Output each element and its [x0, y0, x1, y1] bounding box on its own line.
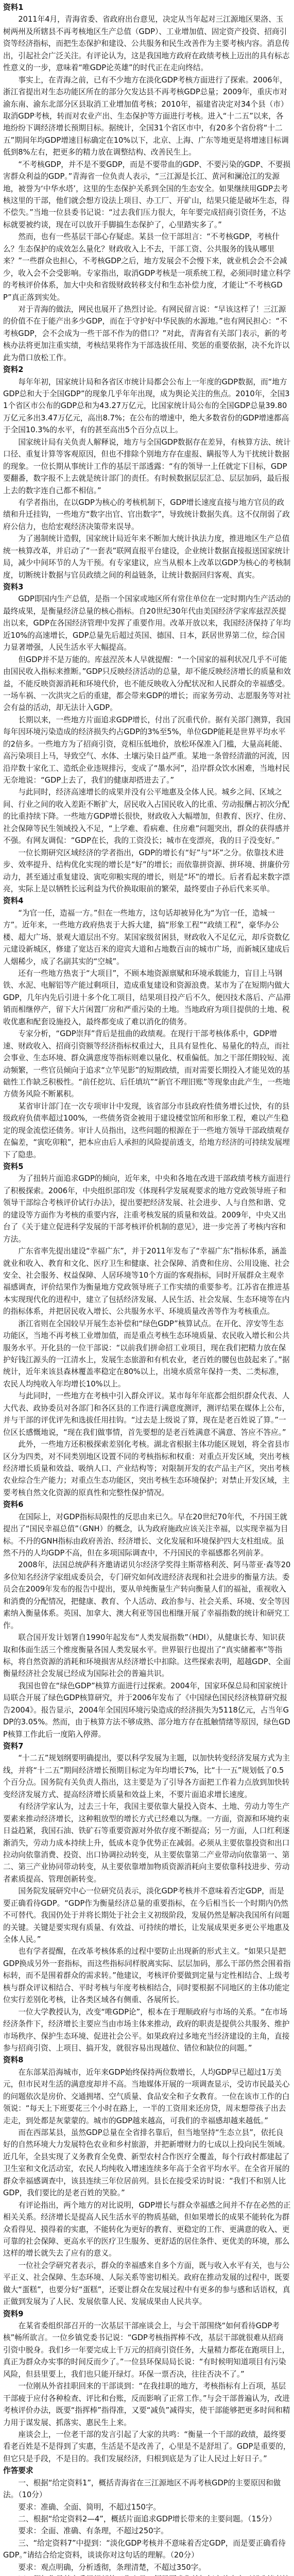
material-label: 资料9 — [3, 2309, 24, 2318]
material-label: 资料5 — [3, 1162, 24, 1171]
material-paragraph: 与此同时，一些地方在考核中引入群众评议。某市每年年底都会组织群众代表、人大代表、政协委员对各部门和各区县的工作进行满意度测评，测评结果在媒体上公布，并与干部的评优评先和选拔任用挂钩。“过去是上级说了算，现在是老百姓说了算。”一位区长感慨地说，“现在我们做事情，首先要想的是老百姓满意不满意、答应不答应。” — [3, 1392, 290, 1437]
material-paragraph: 联合国开发计划署自1990年起发布“人类发展指数”（HDI），从健康长寿、知识获取和体面生活三个维度衡量各国人类发展水平。世界银行也提出了“真实储蓄率”等指标，将自然资源的消耗和环境损害从经济增长中扣除。这些探索表明，超越GDP、全面衡量经济社会发展已经成为国际社会的普遍共识。 — [3, 1633, 291, 1679]
material-paragraph: 我国也曾在“绿色GDP”核算方面进行过探索。2004年，国家环保总局和国家统计局联合开展了绿色GDP核算研究，并于2006年发布了《中国绿色国民经济核算研究报告2004》。报告显示，2004年全国因环境污染造成的经济损失为5118亿元，占当年GDP的3.05%。然而，由于核算方法不够成熟、部分地方存在抵触情绪等原因，绿色GDP核算工作此后一度陷入停滞。 — [3, 1681, 290, 1739]
material-paragraph: 还有一些地方热衷于“大项目”，不顾本地资源禀赋和环境承载能力，盲目上马钢铁、水泥、电解铝等产能过剩项目，造成重复建设和资源浪费。某市为了在短期内做大GDP，几年内先后引进十多个化工项目，结果项目投产后不久，便因技术落后、产品滞销而相继停产，留下大片闲置厂房和严重污染的土地。当地政府为项目提供的土地、税收优惠和配套设施投入，最终都变成了难以消化的债务。 — [3, 969, 291, 1026]
material-paragraph: 与此同时，经济高速增长的成果并没有公平地惠及全体人民。城乡之间、区域之间、行业之间的收入差距不断扩大，居民收入占国民收入的比重、劳动报酬占初次分配的比重持续下降。一些地方GDP增长很快，财政收入大幅增加，但教育、医疗、住房、社会保障等民生领域投入不足，“上学难、看病难、住房难”问题突出，群众的获得感并不强。有网友调侃：“GDP在长，我的工资没长；城市在变漂亮，我的日子没变好。” — [3, 788, 291, 845]
material-paragraph: GDP即国内生产总值，是指一个国家或地区所有常住单位在一定时期内生产活动的最终成果，是衡量经济总量的核心指标。自20世纪30年代由美国经济学家库兹涅茨提出以来，GDP在各国经济管理中发挥了重要作用。改革开放以来，我国经济保持了年均近10%的高速增长，GDP总量先后超过英国、德国、日本，跃居世界第二位，综合国力显著增强，人民生活水平大幅提高。 — [3, 595, 291, 652]
material-paragraph: 国家统计局有关负责人解释说，地方与全国GDP数据存在差异，有核算方法、统计口径、重复计算等客观原因，但也不排除个别地方存在虚报、瞒报等人为干扰统计数据的现象。一位长期从事统计工作的基层干部透露：“有的领导一上任就定下目标，GDP要翻番，数字报不上去就是统计部门的责任。有时候数据层层汇总、层层加码，最后报上去的数字连自己都不相信。” — [3, 437, 291, 495]
material-paragraph: 专家分析，“GDP崇拜”背后是扭曲的政绩观。在现行干部考核体系中，GDP增速、财政收入、招商引资额等经济指标权重过大，且具有显性化、易量化的特点，而社会事业、生态环境、群众满意度等指标则难以量化、权重偏低。加之干部任期较短、流动频繁，一些官员倾向于追求“立竿见影”的短期政绩，而对需要长期投入才能见效的基础性工作缺乏积极性。“前任挖坑、后任填坑”“新官不理旧账”等现象由此产生，一些地方债务风险不断累积。 — [3, 1029, 290, 1099]
question-requirement: 要求：准确、全面、简明，不超过150字。 — [18, 2502, 161, 2512]
material-paragraph: 此外，一些地方还积极探索差别化考核。湖北省根据主体功能区规划，将全省县市区分为四类，对不同类别地区设置不同的考核指标和权重：对重点开发区域，突出考核经济增长质量和效益、吸纳人口、产业结构等；对限制开发的农产品主产区，突出考核农业综合生产能力；对重点生态功能区，突出考核生态环境保护；对禁止开发区域，主要考核自然文化资源的原真性和完整性保护情况。 — [3, 1440, 290, 1497]
material-paragraph: 为了扭转片面追求GDP的倾向，近年来，中央和各地在改进干部政绩考核方面进行了积极探索。2006年，中央组织部印发《体现科学发展观要求的地方党政领导班子和领导干部综合考核评价试行办法》，提出要把经济发展、社会进步、人与自然和谐、党的建设等方面作为考核的重要内容，注重考核发展的质量和效益。2009年，中央又出台了《关于建立促进科学发展的干部考核评价机制的意见》，进一步完善了考核内容和方法。 — [3, 1174, 291, 1244]
material-paragraph: 对于青海的做法，网民也展开了热烈讨论。有网民留言说：“早该这样了！三江源的价值不在于能产出多少GDP，而在于守护好中华民族的水源地。”也有网民担心：“不考核GDP，会不会成为一些干部不作为的借口？”对此，青海省有关部门表示，新的考核办法将更加注重实绩，考核结果将作为干部选拔任用、奖惩的重要依据，决不允许以此为借口放松工作。 — [3, 304, 290, 362]
material-paragraph: 长期以来，一些地方片面追求GDP增长，付出了沉重代价。据有关部门测算，我国每年因环境污染造成的经济损失约占GDP的3%至5%，单位GDP能耗是世界平均水平的2倍多。一些地方为了招商引资，竞相压低地价，放松环保准入门槛，大量高耗能、高污染项目上马，导致空气、水体、土壤污染日益严重。某地一条曾经清澈的河流，因沿岸数十家化工、造纸企业违规排污，变成了“墨水河”，沿岸群众饮水困难，当地村民无奈地说：“GDP上去了，我们的健康却搭进去了。” — [3, 715, 291, 785]
material-paragraph: 广东省率先提出建设“幸福广东”，并于2011年发布了“幸福广东”指标体系，涵盖就业和收入、教育和文化、医疗卫生和健康、社会保障、消费和住房、公用设施、社会安全、社会服务、权益保障、人居环境等10个方面的客观指标，同时开展群众主观幸福感调查，评价结果作为衡量地方党政领导班子工作实绩的重要参考。江苏省在推进基本实现现代化的进程中，建立了包括经济发展、人民生活、社会发展、生态环境等在内的指标体系，并把居民收入增长、公共服务水平、环境质量改善等作为考核重点。 — [3, 1247, 290, 1316]
material-paragraph: 一位大学教授认为，改变“唯GDP论”，根本在于理顺政府与市场的关系。“在市场经济条件下，经济增长主要应当由市场主体来推动，政府的职责是提供公共服务、维护市场秩序、保护生态环境、促进社会公平。如果政府过多地充当经济建设的主角，直接参与招商引资、上项目、搞开发，就很容易出现越位、错位和缺位的问题。” — [3, 2007, 290, 2053]
material-paragraph: 2008年，法国总统萨科齐邀请诺贝尔经济学奖得主斯蒂格利茨、阿马蒂亚·森等20多位知名经济学家组成委员会，专门研究如何改进经济表现和社会进步的衡量方法。委员会在2009年发布的报告中提出，要从单纯衡量生产转向衡量人们的福祉，重视收入和消费的分配情况，把健康、教育、个人活动、政治参与、社会关系、环境、安全等因素纳入衡量体系。英国、加拿大、澳大利亚等国也相继开展了幸福指数的统计和研究工作。 — [3, 1561, 291, 1630]
question-requirement: 要求：全面、准确、有条理，不超过250字。 — [18, 2527, 168, 2536]
material-paragraph: 某省审计部门在一次专项审计中发现，该省部分市县政府性债务增长过快，有的县级政府负债率超过100%，一些债务资金被用于建设楼堂馆所和形象工程，难以产生稳定的现金流偿还债务。审计人员指出，这些问题的根源在于一些地方领导干部政绩观存在偏差，“寅吃卯粮”，把本应由后人承担的风险提前透支，给地方经济的可持续发展埋下了隐患。 — [3, 1101, 290, 1159]
material-section-8 — [3, 2054, 291, 2308]
answer-requirements-section — [3, 2465, 291, 2576]
material-paragraph: 但GDP并不是万能的。库兹涅茨本人早就提醒：“一个国家的福利状况几乎不可能由国民收入指标来推断。”GDP只反映经济活动的总量，却不能反映经济增长的质量和效益，不能反映资源消耗和环境代价，也不能反映收入分配状况和人民群众的幸福感受。一场车祸、一次洪灾之后的重建，都会带来GDP的增长；而家务劳动、志愿服务等对社会有益的活动，却无法计入GDP。 — [3, 655, 291, 713]
question-requirement: 要求：观点明确，分析透彻，条理清楚，不超过350字。 — [18, 2563, 206, 2572]
material-paragraph: 2011年4月，青海省委、省政府出台意见，决定从当年起对三江源地区果洛、玉树两州及所辖县不再考核地区生产总值（GDP）、工业增加值、固定资产投资、招商引资等经济指标，而把生态保护和建设、公共服务和民生改善作为主要考核内容。消息传出，引起社会广泛关注。有评论认为，这是我国地方政府在政绩考核上迈出的具有标志性意义的一步，意味着“唯GDP论英雄”的时代正在走向终结。 — [3, 15, 290, 73]
material-paragraph: 在国际上，对GDP指标局限性的反思由来已久。早在20世纪70年代，不丹国王就提出了“国民幸福总值”（GNH）的概念，认为政府施政应该关注幸福，以实现幸福为目标。不丹的GNH指标由政府善治、经济增长、文化发展和环境保护四大支柱组成。虽然不丹的人均GDP不高，但在多项国际调查中，不丹国民的幸福感都名列前茅。 — [3, 1512, 288, 1557]
material-section-2 — [3, 364, 291, 581]
question-text — [3, 2573, 291, 2576]
material-paragraph: “为官一任，造福一方。”但在一些地方，这句话却被异化为“为官一任，造城一方”。近年来，一些地方政府热衷于大拆大建，搞“形象工程”“政绩工程”，豪华办公楼、超大广场、景观大道层出不穷。某国家级贫困县，财政收入不足亿元，却斥资数亿元建设新城区，修建了宽达百米的迎宾大道和占地数百亩的城市广场，而新城区建成后人烟稀少，成了名副其实的“空城”。 — [3, 908, 290, 966]
material-paragraph: 在东部某沿海城市，近年来GDP始终保持两位数增长，人均GDP早已超过1万美元，但市民对生活的满意度却并不高。当地媒体开展的一项调查显示，受访市民最关心的问题依次是房价、交通拥堵、空气质量、食品安全和子女教育。一位在该市工作的白领说：“每天上下班要花三个小时在路上，一半的工资用来还房贷，周末想带孩子出去走走，到处都是灰蒙蒙的。城市的GDP越来越高，可我们的幸福感却越来越低。” — [3, 2067, 290, 2125]
material-label: 资料2 — [3, 365, 24, 375]
material-label: 资料7 — [3, 1742, 24, 1751]
material-section-3 — [3, 581, 291, 895]
material-paragraph: 座谈会上，一位老干部的发言引起了大家的共鸣：“衡量一个干部的政绩，最终要看老百姓是不是得到了实惠，生活是不是改善了，心里是不是舒坦了。GDP是重要的，但它只是手段，不是目的。我们发展经济，归根到底是为了让人民过上好日子。” — [3, 2430, 291, 2463]
material-section-9 — [3, 2308, 291, 2465]
material-paragraph: 有评论指出，两个地方的对比说明，GDP增长与群众幸福感之间并不存在必然的正相关关系。经济增长是提高人民生活水平的物质基础，但如果增长的成果不能转化为群众看得见、摸得着的实惠，不能转化为更好的教育、更稳定的工作、更满意的收入、更可靠的社会保障、更高水平的医疗卫生服务、更舒适的居住条件、更优美的环境，那么这样的增长就失去了应有的意义。 — [3, 2200, 291, 2258]
material-paragraph: 一位刚从外省挂职回来的干部谈到：“在我挂职的地方，考核指标有上百项，基层干部疲于应付各种检查、评比和台账，反而影响了正常工作。”与会干部普遍认为，改进考核评价办法，既要“指挥棒”指得准，又要“减负”减得实，使干部能够把更多时间和精力用于谋发展、抓落实、惠民生上来。 — [3, 2382, 290, 2427]
material-paragraph: 每年年初，国家统计局和各省区市统计局都会公布上一年度的GDP数据，而“地方GDP总和大于全国GDP”的现象几乎年年出现，成为舆论关注的焦点。2010年，全国31个省区市公布的GDP总和为43.27万亿元，比国家统计局公布的全国GDP总量39.80万亿元多出3.47万亿元，高出8.7%；在公布的增速中，绝大多数省份的GDP增速都高于全国10.3%的水平，有的甚至高出5个百分点以上。 — [3, 377, 290, 435]
material-section-5 — [3, 1161, 291, 1499]
material-paragraph: 而在西部某县，虽然GDP总量在全省排名靠后，但当地坚持“生态立县”，依托良好的自然环境大力发展特色农业和乡村旅游，并把新增财力的七成以上投向民生领域。近几年，全县实现了义务教育全免费、新型农村合作医疗全覆盖，每个行政村都建起了卫生室和文化活动室，农民人均纯收入增速连续多年高于全省平均水平。在全省开展的群众幸福感调查中，该县连续三年位居前列。县长在接受采访时说：“我们不和别人比GDP，我们要比的是老百姓的笑脸。” — [3, 2128, 290, 2198]
material-paragraph: “不考核GDP，并不是不要GDP，而是不要带血的GDP、不要污染的GDP、不要损害群众利益的GDP。”青海省一位负责人表示，“三江源是长江、黄河和澜沧江的发源地，被誉为‘中华水塔’，这里的生态保护关系到全国的生态安全。如果继续用GDP去考核这里的干部，他们就会想方设法上项目、办工厂、开矿山，结果只能是破坏生态，得不偿失。”当地一位县委书记说：“过去我们压力很大，年年要完成招商引资任务，不达标就要被约谈，现在可以放开手脚搞生态保护了，心里踏实多了。” — [3, 160, 290, 229]
material-section-4 — [3, 895, 291, 1161]
material-section-6 — [3, 1499, 291, 1740]
material-label: 资料3 — [3, 583, 24, 591]
question-text: 一、根据“给定资料1”，概括青海省在三江源地区不再考核GDP的主要原因和做法。（10分） — [3, 2478, 281, 2500]
answer-requirements-heading: 作答要求 — [3, 2466, 33, 2476]
material-label: 资料8 — [3, 2056, 24, 2065]
material-paragraph: “十二五”规划纲要明确提出，要以科学发展为主题，以加快转变经济发展方式为主线，并将“十二五”期间经济增长预期目标定为年均增长7%，比“十一五”规划低了0.5个百分点。国务院有关负责人指出，这主要是为了引导各方面把工作着力点放到加快转变经济发展方式、提高经济增长质量和效益上来，不要片面追求增长速度。 — [3, 1754, 290, 1799]
material-paragraph: 在某省委组织部召开的一次基层干部座谈会上，与会干部围绕“如何看待GDP考核”畅所欲言。一位乡镇党委书记说：“GDP考核指挥棒不改，基层干部就很难从招商引资中脱身。我们乡一年要完成上千万元的招商引资任务，大量精力都花在跑项目上，真正为群众办实事的时间反而少了。”一位县环保局局长说：“有时候明知道项目有污染风险，但县里要上，我们也只能开绿灯。环保一票否决，往往否决不了。” — [3, 2321, 290, 2379]
question-list — [3, 2477, 291, 2576]
material-section-1 — [3, 2, 291, 364]
material-label: 资料1 — [3, 3, 24, 12]
material-section-7 — [3, 1740, 291, 2054]
material-paragraph: 为了遏制统计造假，国家统计局近年来不断加大统计执法力度，推进地区生产总值统一核算改革，并启动了“一套表”联网直报平台建设，企业统计数据直接报送国家统计局，减少中间环节的人为干预。有专家建议，应当从根本上改革以GDP为核心的考核制度，切断统计数据与官员政绩之间的利益链条，让统计数据回归客观、真实。 — [3, 534, 291, 580]
material-paragraph: 有经济学家认为，过去三十年，我国主要依靠大量投入资本、土地、劳动力等生产要素来推动经济增长，这种粗放型的增长方式已经难以为继。一方面，资源和环境约束日益趋紧，我国石油、铁矿石等重要资源对外依存度不断提高；另一方面，人口红利逐渐消失，劳动力成本持续上升，低成本竞争优势正在减弱。必须从主要依靠投资和出口拉动向依靠消费、投资、出口协调拉动转变，从主要依靠第二产业带动向依靠第一、第二、第三产业协同带动转变，从主要依靠增加物质资源消耗向主要依靠科技进步、劳动者素质提高、管理创新转变。 — [3, 1802, 290, 1884]
material-paragraph: 一位长期研究区域经济的学者指出，GDP的增长有“好”与“坏”之分。依靠技术进步、效率提升、结构优化实现的增长是“好”的增长；而依靠拼资源、拼环境、拼廉价劳动力，甚至通过重复建设、寅吃卯粮实现的增长，则是“坏”的增长。后者看起来数字漂亮，实际上是以牺牲长远利益为代价换取眼前的繁荣，最终要由子孙后代来买单。 — [3, 848, 290, 893]
materials-container — [3, 2, 291, 2465]
material-label: 资料6 — [3, 1500, 24, 1510]
material-label: 资料4 — [3, 896, 24, 906]
material-paragraph: 一位社会学研究者表示，群众的幸福感来自多个方面，既与收入水平有关，也与公平正义、社会保障、生态环境、人际关系等密切相关。政府在推动发展的过程中，既要做大“蛋糕”，也要分好“蛋糕”，还要让群众在发展过程中有更多的参与感和话语权，真正做到发展为了人民、发展依靠人民、发展成果由人民共享。 — [3, 2261, 290, 2307]
material-paragraph: 也有学者提醒，在改革考核体系的过程中要防止出现新的形式主义。“如果只是把GDP换成另外一套指标，而这些指标同样脱离实际、层层加码，那么干部仍然会围着指标转，而不是围着群众的需求转。”他建议，考核评价要做到定量与定性相结合、上级考核与群众评议相结合、平时考核与年度考核相结合，同时要根据不同地区的主体功能定位实行差别化考核，让各类区域各有侧重、各展所长。 — [3, 1947, 291, 2005]
question-text: 三、“给定资料7”中提到：“淡化GDP考核并不意味着否定GDP，而是要正确看待GDP。”请结合给定资料，谈谈你对这句话的理解。（20分） — [3, 2538, 286, 2560]
question-text: 二、根据“给定资料2—4”，概括片面追求GDP增长带来的主要问题。（15分） — [18, 2515, 276, 2523]
material-paragraph: 有学者指出，在以GDP为核心的考核机制下，GDP增长速度直接与地方官员的政绩和升迁挂钩，一些地方“数字出官、官出数字”，导致统计数据失真。这不仅削弱了政府公信力，也给宏观经济决策带来误导。 — [3, 498, 290, 531]
material-paragraph: 然而，也有一些基层干部心存疑虑。某县一位干部坦言：“不考核GDP，考核什么？生态保护的成效怎么量化？财政收入上不去，干部工资、公共服务的钱从哪里来？”一些群众也担心，不考核GDP之后，地方发展会不会慢下来，就业机会会不会减少，收入会不会受影响。专家指出，取消GDP考核是一项系统工程，必须同时建立科学的考核评价体系，加大中央和省级财政转移支付和生态补偿力度，才能让“不考核GDP”真正落到实处。 — [3, 232, 291, 302]
material-paragraph: 浙江省则在全国较早开展生态补偿和“绿色GDP”核算试点。在开化、淳安等生态功能区，当地不再考核工业增加值，而是重点考核生态环境质量、农民收入增长和公共服务水平。开化县的一位干部说：“以前我们拼命招工业项目，现在我们把精力放在保护好钱江源头的一江清水上，发展生态旅游和有机农业，老百姓的腰包也鼓起来了。”据统计，近年来该县森林覆盖率稳定在80%以上，出境水质常年保持一类、二类标准，农民人均纯收入年均增长10%以上。 — [3, 1319, 290, 1388]
material-paragraph: 国务院发展研究中心一位研究员表示，淡化GDP考核并不意味着否定GDP，而是要正确看待GDP。“GDP作为衡量经济总量的重要指标，在今后相当长一个时期内仍然不可替代。我国仍处于并将长期处于社会主义初级阶段，发展仍然是解决我国所有问题的关键。关键是要实现有质量、有效益、可持续的增长，让发展成果更多更公平地惠及全体人民。” — [3, 1887, 290, 1944]
material-paragraph: 事实上，在青海之前，已有不少地方在淡化GDP考核方面进行了探索。2006年，浙江省提出对生态功能区所在的部分欠发达县不再考核GDP总量；2009年，重庆市对渝东南、渝东北部分区县取消工业增加值考核；2010年，福建省决定对34个县（市）取消GDP考核，转而对农业产出、生态保护等方面进行考核。进入“十二五”以来，各地纷纷下调经济增长预期目标。据统计，全国31个省区市中，有20多个省份将“十二五”期间年均GDP增速目标确定在10%以下，北京、上海、广东等地更是将增速目标调低到8%左右，把更多的精力放在调整结构、改善民生上。 — [3, 75, 289, 157]
